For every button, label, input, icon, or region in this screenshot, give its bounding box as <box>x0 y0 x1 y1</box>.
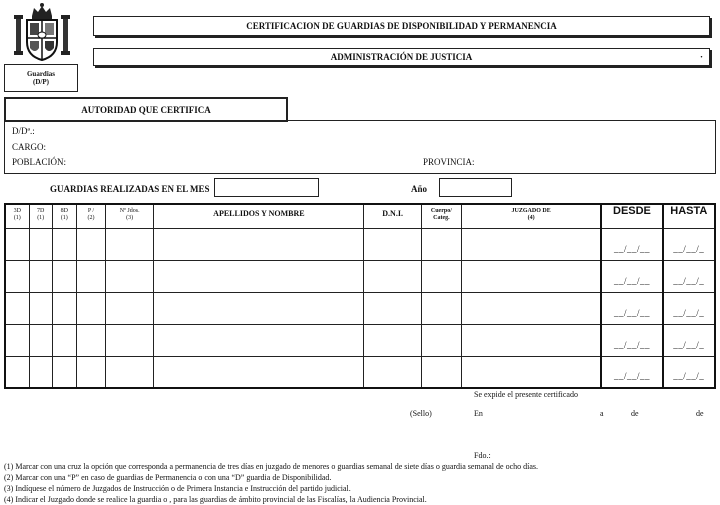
col-8d: 8D (1) <box>52 204 76 228</box>
cell-apellidos[interactable] <box>154 260 364 292</box>
table-row <box>5 260 715 292</box>
cell-7d[interactable] <box>29 356 52 388</box>
cell-apellidos[interactable] <box>154 228 364 260</box>
col-7d: 7D (1) <box>29 204 52 228</box>
notes-list <box>4 461 716 505</box>
cell-hasta[interactable]: __/__/_ <box>663 356 715 388</box>
page-title: CERTIFICACION DE GUARDIAS DE DISPONIBILIDAD Y PERMANENCIA <box>246 21 557 31</box>
cell-num-juzgados[interactable] <box>106 356 154 388</box>
cell-8d[interactable] <box>52 228 76 260</box>
note-item: (4) Indicar el Juzgado donde se realice la guardia o , para las guardias de ámbito provincial de las Fiscalías, la Audiencia Provincial. <box>4 495 427 504</box>
table-row <box>5 228 715 260</box>
cell-cuerpo[interactable] <box>421 228 461 260</box>
cell-p[interactable] <box>76 260 105 292</box>
cell-3d[interactable] <box>5 292 29 324</box>
note-item: (3) Indíquese el número de Juzgados de Instrucción o de Primera Instancia e Instrucción del partido judicial. <box>4 484 351 493</box>
sello-label: (Sello) <box>410 409 432 418</box>
cell-p[interactable] <box>76 292 105 324</box>
badge-line1: Guardias <box>26 70 55 78</box>
cell-hasta[interactable]: __/__/_ <box>663 292 715 324</box>
cell-8d[interactable] <box>52 260 76 292</box>
cargo-label: CARGO: <box>12 142 47 152</box>
cell-juzgado[interactable] <box>462 356 602 388</box>
cell-cuerpo[interactable] <box>421 292 461 324</box>
form-title-box <box>93 16 710 36</box>
cell-7d[interactable] <box>29 260 52 292</box>
cell-hasta[interactable]: __/__/_ <box>663 228 715 260</box>
col-3d: 3D (1) <box>5 204 29 228</box>
cell-cuerpo[interactable] <box>421 260 461 292</box>
cell-8d[interactable] <box>52 292 76 324</box>
expide-text: Se expide el presente certificado <box>474 390 578 399</box>
page-subtitle: ADMINISTRACIÓN DE JUSTICIA <box>330 52 473 62</box>
authority-title: AUTORIDAD QUE CERTIFICA <box>81 105 211 115</box>
cell-dni[interactable] <box>364 356 421 388</box>
cell-juzgado[interactable] <box>462 324 602 356</box>
cell-7d[interactable] <box>29 292 52 324</box>
cell-desde[interactable]: __/__/__ <box>601 356 662 388</box>
cell-dni[interactable] <box>364 292 421 324</box>
month-label: GUARDIAS REALIZADAS EN EL MES <box>50 184 210 194</box>
col-dni: D.N.I. <box>364 204 421 228</box>
cell-dni[interactable] <box>364 324 421 356</box>
cell-num-juzgados[interactable] <box>106 228 154 260</box>
table-row <box>5 324 715 356</box>
guardias-table <box>4 203 716 389</box>
cell-3d[interactable] <box>5 228 29 260</box>
cell-desde[interactable]: __/__/__ <box>601 260 662 292</box>
cell-desde[interactable]: __/__/__ <box>601 228 662 260</box>
cell-3d[interactable] <box>5 324 29 356</box>
cell-p[interactable] <box>76 228 105 260</box>
authority-section <box>4 120 716 174</box>
cell-num-juzgados[interactable] <box>106 324 154 356</box>
table-header-row <box>5 204 715 228</box>
year-field[interactable] <box>439 178 512 197</box>
cell-p[interactable] <box>76 356 105 388</box>
note-item: (2) Marcar con una “P” en caso de guardias de Permanencia o con una “D” guardia de Disponibilidad. <box>4 473 332 482</box>
cell-apellidos[interactable] <box>154 356 364 388</box>
cell-3d[interactable] <box>5 260 29 292</box>
cell-7d[interactable] <box>29 228 52 260</box>
cell-3d[interactable] <box>5 356 29 388</box>
col-num-juzgados: Nº Jdos. (3) <box>106 204 154 228</box>
cell-desde[interactable]: __/__/__ <box>601 292 662 324</box>
poblacion-label: POBLACIÓN: <box>12 157 67 167</box>
de-label-1: de <box>631 409 639 418</box>
col-desde: DESDE <box>601 204 662 228</box>
cell-apellidos[interactable] <box>154 292 364 324</box>
cell-7d[interactable] <box>29 324 52 356</box>
a-label: a <box>600 409 604 418</box>
coat-of-arms-logo <box>10 2 74 64</box>
de-label-2: de <box>696 409 704 418</box>
cell-8d[interactable] <box>52 324 76 356</box>
cell-juzgado[interactable] <box>462 292 602 324</box>
cell-apellidos[interactable] <box>154 324 364 356</box>
cell-dni[interactable] <box>364 228 421 260</box>
cell-hasta[interactable]: __/__/_ <box>663 260 715 292</box>
crown-shield-icon <box>10 2 74 64</box>
cell-num-juzgados[interactable] <box>106 292 154 324</box>
table-row <box>5 356 715 388</box>
cell-juzgado[interactable] <box>462 228 602 260</box>
cell-juzgado[interactable] <box>462 260 602 292</box>
cell-p[interactable] <box>76 324 105 356</box>
cell-8d[interactable] <box>52 356 76 388</box>
cell-desde[interactable]: __/__/__ <box>601 324 662 356</box>
col-hasta: HASTA <box>663 204 715 228</box>
badge-line2: (D/P) <box>33 78 49 86</box>
note-item: (1) Marcar con una cruz la opción que corresponda a permanencia de tres días en juzgado de menores o guardias semanal de siete días o guardia semanal de ocho días. <box>4 462 539 471</box>
col-apellidos: APELLIDOS Y NOMBRE <box>154 204 364 228</box>
en-label: En <box>474 409 483 418</box>
provincia-label: PROVINCIA: <box>423 157 475 167</box>
cell-dni[interactable] <box>364 260 421 292</box>
subtitle-mark: · <box>699 52 703 62</box>
col-cuerpo: Cuerpo/ Categ. <box>421 204 461 228</box>
table-row <box>5 292 715 324</box>
cell-num-juzgados[interactable] <box>106 260 154 292</box>
cell-cuerpo[interactable] <box>421 324 461 356</box>
guardias-badge <box>4 64 78 92</box>
year-label: Año <box>411 184 428 194</box>
col-p: P / (2) <box>76 204 105 228</box>
fdo-label: Fdo.: <box>474 451 491 460</box>
authority-title-box <box>4 97 288 122</box>
cell-cuerpo[interactable] <box>421 356 461 388</box>
col-juzgado: JUZGADO DE (4) <box>462 204 602 228</box>
form-subtitle-box <box>93 48 710 66</box>
cell-hasta[interactable]: __/__/_ <box>663 324 715 356</box>
name-label: D/Dª.: <box>12 126 35 136</box>
month-field[interactable] <box>214 178 319 197</box>
